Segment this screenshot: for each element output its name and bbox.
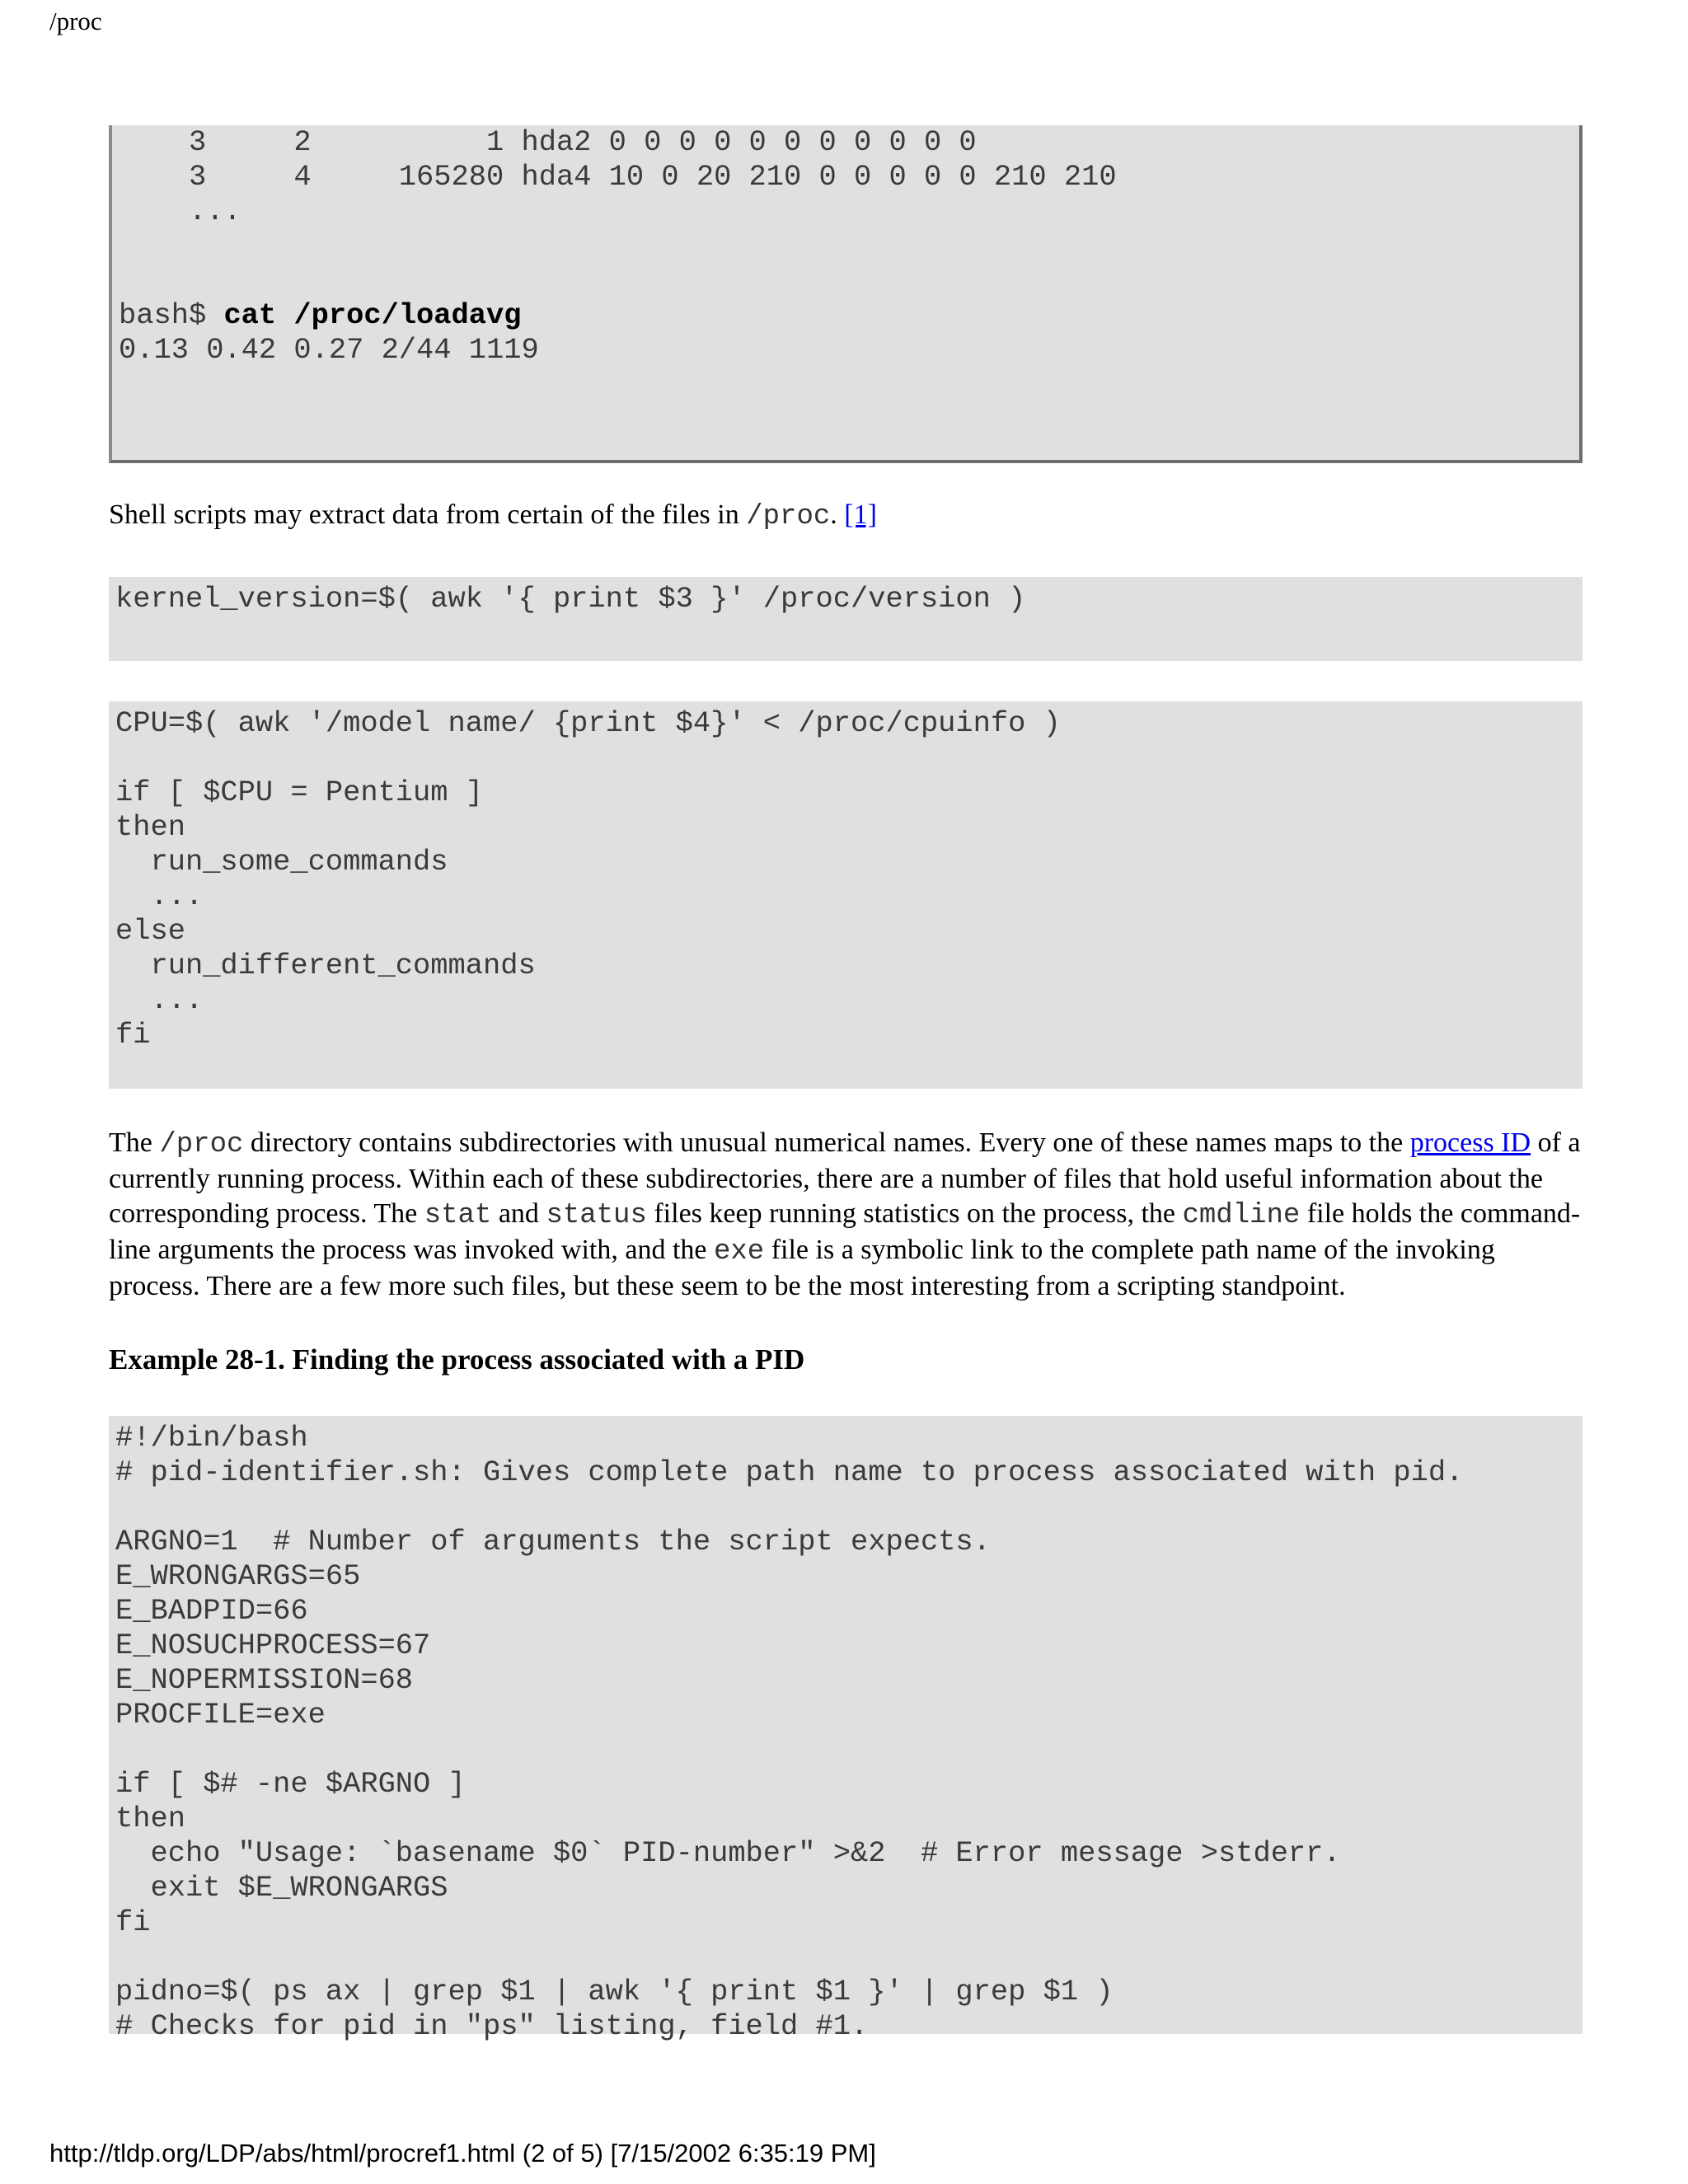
shell-prompt: bash$ bbox=[119, 299, 224, 332]
code-block-pid-identifier: #!/bin/bash # pid-identifier.sh: Gives complete path name to process associated with pid. ARGNO=1 # Number of arguments the script expects. E_WRONGARGS=65 E_BADPID=66 E_NOSUCHPROCESS=67 E_NOPERMISSION=68 PROCFILE=exe if [ $# -ne $ARGNO ] then echo "Usage: `basename $0` PID-number" >&2 # Error message >stderr. exit $E_WRONGARGS fi pidno=$( ps ax | grep $1 | awk '{ print $1 }' | grep $1 ) # Checks for pid in "ps" listing, field #1. bbox=[109, 1416, 1582, 2034]
shell-command: cat /proc/loadavg bbox=[223, 299, 522, 332]
paragraph-proc-directory: The /proc directory contains subdirectories with unusual numerical names. Every one of these names maps to the process ID of a currently running process. Within each of these subdirectories, there are a number of files that hold useful information about the corresponding process. The stat and status files keep running statistics on the process, the cmdline file holds the command-line arguments the process was invoked with, and the exe file is a symbolic link to the complete path name of the invoking process. There are a few more such files, but these seem to be the most interesting from a scripting standpoint. bbox=[109, 1127, 1581, 1301]
page-header-title: /proc bbox=[49, 7, 102, 35]
partition-output: 3 2 1 hda2 0 0 0 0 0 0 0 0 0 0 0 3 4 165280 hda4 10 0 20 210 0 0 0 0 0 210 210 ... bash$ cat /proc/loadavg 0.13 0.42 0.27 2/44 1119 bbox=[119, 126, 1117, 367]
footnote-link[interactable]: [1] bbox=[844, 499, 877, 530]
process-id-link[interactable]: process ID bbox=[1409, 1127, 1531, 1158]
code-block-kernel-version: kernel_version=$( awk '{ print $3 }' /proc/version ) bbox=[109, 577, 1582, 661]
loadavg-output: 0.13 0.42 0.27 2/44 1119 bbox=[119, 334, 539, 367]
paragraph-extract-data: Shell scripts may extract data from certain of the files in /proc. [1] bbox=[109, 499, 877, 532]
code-block-proc-output bbox=[109, 125, 1582, 463]
footer-url: http://tldp.org/LDP/abs/html/procref1.html (2 of 5) [7/15/2002 6:35:19 PM] bbox=[49, 2139, 876, 2168]
example-caption: Example 28-1. Finding the process associated with a PID bbox=[109, 1343, 805, 1376]
code-block-cpu-check: CPU=$( awk '/model name/ {print $4}' < /proc/cpuinfo ) if [ $CPU = Pentium ] then run_some_commands ... else run_different_commands ... fi bbox=[109, 701, 1582, 1089]
